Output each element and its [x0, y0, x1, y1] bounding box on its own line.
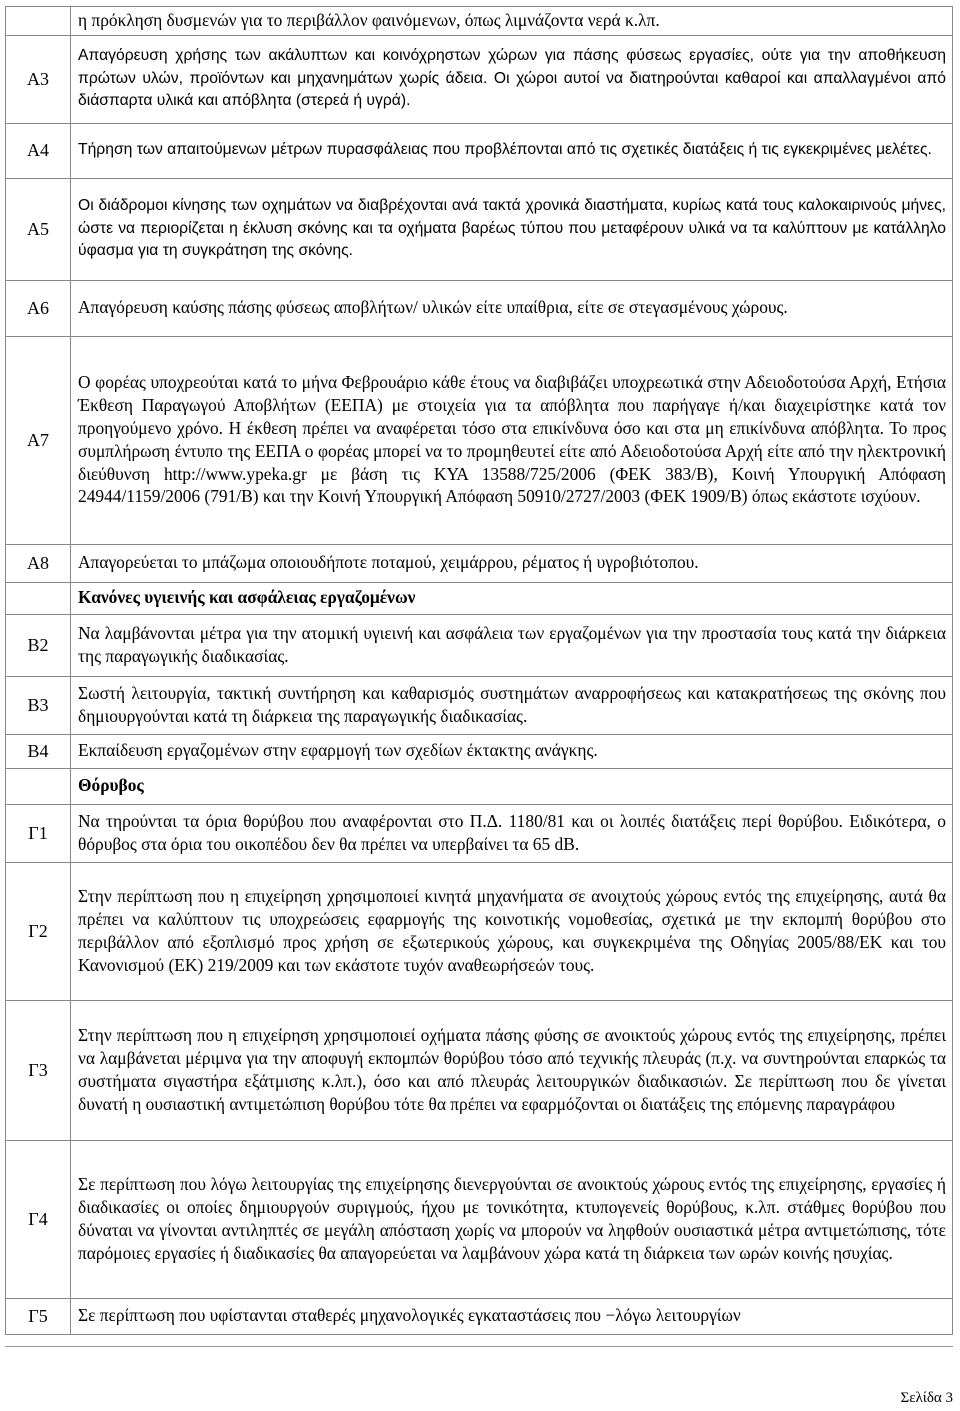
row-text: Απαγόρευση καύσης πάσης φύσεως αποβλήτων/ υλικών είτε υπαίθρια, είτε σε στεγασμένους χώρους.	[71, 280, 953, 336]
table-row	[6, 734, 953, 768]
row-code: Γ5	[6, 1298, 71, 1334]
table-row	[6, 676, 953, 734]
row-code	[6, 7, 71, 36]
row-text: η πρόκληση δυσμενών για το περιβάλλον φαινόμενων, όπως λιμνάζοντα νερά κ.λπ.	[71, 7, 953, 36]
table-row	[6, 1140, 953, 1298]
row-code: Α3	[6, 35, 71, 123]
section-heading: Θόρυβος	[71, 768, 953, 804]
table-row	[6, 123, 953, 178]
row-text: Απαγορεύεται το μπάζωμα οποιουδήποτε ποταμού, χειμάρρου, ρέματος ή υγροβιότοπου.	[71, 544, 953, 582]
table-row	[6, 1298, 953, 1334]
row-text: Σωστή λειτουργία, τακτική συντήρηση και καθαρισμός συστημάτων αναρροφήσεως και κατακρατήσεως της σκόνης που δημιουργούνται κατά τη διάρκεια της παραγωγικής διαδικασίας.	[71, 676, 953, 734]
table-row	[6, 7, 953, 36]
row-text: Απαγόρευση χρήσης των ακάλυπτων και κοινόχρηστων χώρων για πάσης φύσεως εργασίες, ούτε για την αποθήκευση πρώτων υλών, προϊόντων και μηχανημάτων χωρίς άδεια. Οι χώροι αυτοί να διατηρούνται καθαροί και απαλλαγμένοι από διάσπαρτα υλικά και απόβλητα (στερεά ή υγρά).	[71, 35, 953, 123]
section-heading-row	[6, 768, 953, 804]
row-code: Γ1	[6, 804, 71, 862]
row-code	[6, 768, 71, 804]
row-text: Στην περίπτωση που η επιχείρηση χρησιμοποιεί οχήματα πάσης φύσης σε ανοικτούς χώρους εντός της επιχείρησης, πρέπει να λαμβάνεται μέριμνα για την αποφυγή εκπομπών θορύβου τόσο από τεχνικής πλευράς (π.χ. να συντηρούνται επαρκώς τα συστήματα σιγαστήρα εξάτμισης κ.λπ.), όσο και από πλευράς λειτουργικών διαδικασιών. Σε περίπτωση που δε γίνεται δυνατή η ουσιαστική αντιμετώπιση θορύβου τότε θα πρέπει να εφαρμόζονται οι διατάξεις της επόμενης παραγράφου	[71, 1000, 953, 1140]
table-row	[6, 280, 953, 336]
table-row	[6, 544, 953, 582]
row-text: Να λαμβάνονται μέτρα για την ατομική υγιεινή και ασφάλεια των εργαζομένων για την προστασία τους κατά την διάρκεια της παραγωγικής διαδικασίας.	[71, 614, 953, 676]
table-row	[6, 336, 953, 544]
row-code: Α4	[6, 123, 71, 178]
table-row	[6, 1000, 953, 1140]
table-row	[6, 614, 953, 676]
table-row	[6, 35, 953, 123]
row-code: Α6	[6, 280, 71, 336]
row-text: Οι διάδρομοι κίνησης των οχημάτων να διαβρέχονται ανά τακτά χρονικά διαστήματα, κυρίως κατά τους καλοκαιρινούς μήνες, ώστε να περιορίζεται η έκλυση σκόνης και τα οχήματα βαρέως τύπου που μεταφέρουν υλικά να τα καλύπτουν με κατάλληλο ύφασμα για τη συγκράτηση της σκόνης.	[71, 178, 953, 280]
row-text: Ο φορέας υποχρεούται κατά το μήνα Φεβρουάριο κάθε έτους να διαβιβάζει υποχρεωτικά στην Αδειοδοτούσα Αρχή, Ετήσια Έκθεση Παραγωγού Αποβλήτων (ΕΕΠΑ) με στοιχεία για τα απόβλητα που παρήγαγε ή/και διαχειρίστηκε κατά τον προηγούμενο χρόνο. Η έκθεση πρέπει να αναφέρεται τόσο στα επικίνδυνα όσο και στα μη επικίνδυνα απόβλητα. Το προς συμπλήρωση έντυπο της ΕΕΠΑ ο φορέας μπορεί να το προμηθευτεί είτε από Αδειοδοτούσα Αρχή είτε από την ηλεκτρονική διεύθυνση http://www.ypeka.gr με βάση τις ΚΥΑ 13588/725/2006 (ΦΕΚ 383/Β), Κοινή Υπουργική Απόφαση 24944/1159/2006 (791/Β) και την Κοινή Υπουργική Απόφαση 50910/2727/2003 (ΦΕΚ 1909/Β) όπως εκάστοτε ισχύουν.	[71, 336, 953, 544]
section-heading: Κανόνες υγιεινής και ασφάλειας εργαζομένων	[71, 582, 953, 614]
row-code: Β4	[6, 734, 71, 768]
row-text: Να τηρούνται τα όρια θορύβου που αναφέρονται στο Π.Δ. 1180/81 και οι λοιπές διατάξεις περί θορύβου. Ειδικότερα, ο θόρυβος στα όρια του οικοπέδου δεν θα πρέπει να υπερβαίνει τα 65 dB.	[71, 804, 953, 862]
row-text: Στην περίπτωση που η επιχείρηση χρησιμοποιεί κινητά μηχανήματα σε ανοιχτούς χώρους εντός της επιχείρησης, αυτά θα πρέπει να καλύπτουν τις υποχρεώσεις εφαρμογής της κοινοτικής νομοθεσίας, σχετικά με την εκπομπή θορύβου στο περιβάλλον από εξοπλισμό προς χρήση σε εξωτερικούς χώρους, και συγκεκριμένα της Οδηγίας 2005/88/ΕΚ και του Κανονισμού (ΕΚ) 219/2009 και των εκάστοτε τυχόν αναθεωρήσεών τους.	[71, 862, 953, 1000]
table-row	[6, 804, 953, 862]
page-number: Σελίδα 3	[900, 1390, 953, 1406]
row-code	[6, 582, 71, 614]
row-code: Β3	[6, 676, 71, 734]
table-row	[6, 862, 953, 1000]
row-code: Γ4	[6, 1140, 71, 1298]
conditions-table	[5, 6, 953, 1335]
row-text: Τήρηση των απαιτούμενων μέτρων πυρασφάλειας που προβλέπονται από τις σχετικές διατάξεις ή τις εγκεκριμένες μελέτες.	[71, 123, 953, 178]
row-text: Σε περίπτωση που λόγω λειτουργίας της επιχείρησης διενεργούνται σε ανοικτούς χώρους εντός της επιχείρησης, εργασίες ή διαδικασίες οι οποίες δημιουργούν συριγμούς, ήχου με τονικότητα, κτυπογενείς θορύβους, κ.λπ. στάθμες θορύβου που δύναται να γίνονται αντιληπτές σε μεγάλη απόσταση χωρίς να μπορούν να ληφθούν ουσιαστικά μέτρα αντιμετώπισης, τότε παρόμοιες εργασίες ή διαδικασίες θα απαγορεύεται να λαμβάνουν χώρα κατά τη διάρκεια των ωρών κοινής ησυχίας.	[71, 1140, 953, 1298]
footer-divider	[5, 1346, 953, 1347]
row-code: Α8	[6, 544, 71, 582]
row-text: Σε περίπτωση που υφίστανται σταθερές μηχανολογικές εγκαταστάσεις που −λόγω λειτουργίων	[71, 1298, 953, 1334]
row-code: Γ3	[6, 1000, 71, 1140]
row-code: Α7	[6, 336, 71, 544]
row-code: Γ2	[6, 862, 71, 1000]
row-code: Α5	[6, 178, 71, 280]
row-code: Β2	[6, 614, 71, 676]
section-heading-row	[6, 582, 953, 614]
table-row	[6, 178, 953, 280]
row-text: Εκπαίδευση εργαζομένων στην εφαρμογή των σχεδίων έκτακτης ανάγκης.	[71, 734, 953, 768]
